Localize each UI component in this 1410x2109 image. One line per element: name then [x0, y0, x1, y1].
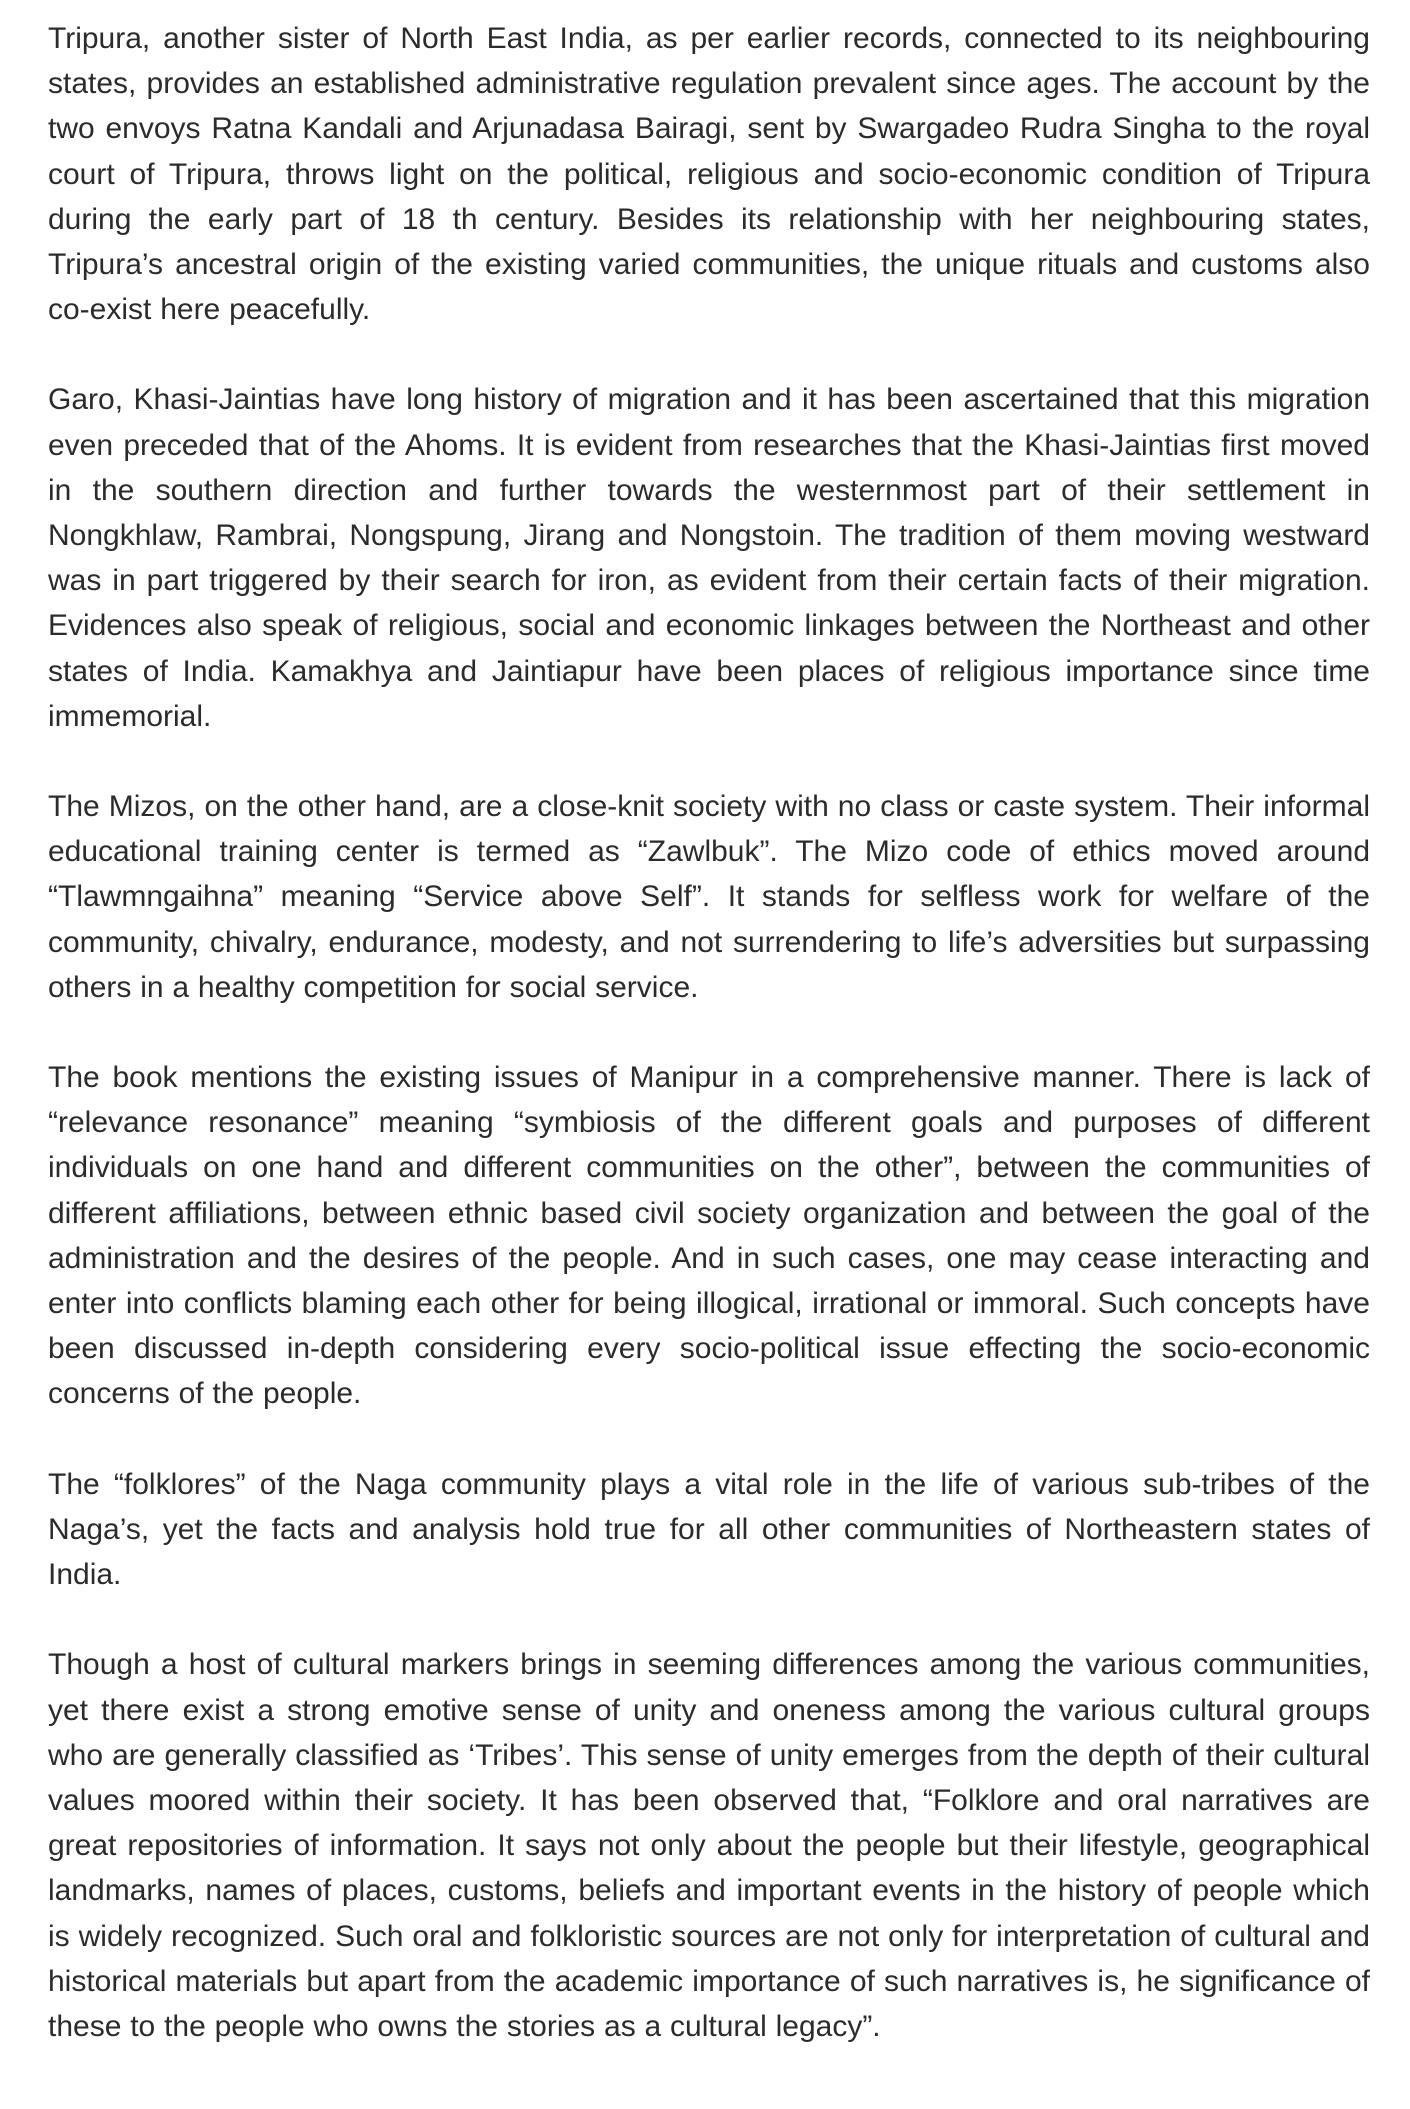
paragraph-manipur: The book mentions the existing issues of Manipur in a comprehensive manner. There is lack of “relevance resonance” meaning “symbiosis of the different goals and purposes of different individuals on one hand and different communities on the other”, between the communities of different affiliations, between ethnic based civil society organization and between the goal of the administration and the desires of the people. And in such cases, one may cease interacting and enter into conflicts blaming each other for being illogical, irrational or immoral. Such concepts have been discussed in-depth considering every socio-political issue effecting the socio-economic concerns of the people.: [48, 1061, 1370, 1411]
paragraph-naga-folklores: The “folklores” of the Naga community plays a vital role in the life of various sub-tribes of the Naga’s, yet the facts and analysis hold true for all other communities of Northeastern states of India.: [48, 1467, 1370, 1592]
paragraph-tripura: Tripura, another sister of North East India, as per earlier records, connected to its neighbouring states, provides an established administrative regulation prevalent since ages. The account by the two envoys Ratna Kandali and Arjunadasa Bairagi, sent by Swargadeo Rudra Singha to the royal court of Tripura, throws light on the political, religious and socio-economic condition of Tripura during the early part of 18 th century. Besides its relationship with her neighbouring states, Tripura’s ancestral origin of the existing varied communities, the unique rituals and customs also co-exist here peacefully.: [48, 22, 1370, 327]
paragraph-garo-khasi-jaintias: Garo, Khasi-Jaintias have long history of migration and it has been ascertained that this migration even preceded that of the Ahoms. It is evident from researches that the Khasi-Jaintias first moved in the southern direction and further towards the westernmost part of their settlement in Nongkhlaw, Rambrai, Nongspung, Jirang and Nongstoin. The tradition of them moving westward was in part triggered by their search for iron, as evident from their certain facts of their migration. Evidences also speak of religious, social and economic linkages between the Northeast and other states of India. Kamakhya and Jaintiapur have been places of religious importance since time immemorial.: [48, 383, 1370, 733]
paragraph-mizos: The Mizos, on the other hand, are a close-knit society with no class or caste system. Their informal educational training center is termed as “Zawlbuk”. The Mizo code of ethics moved around “Tlawmngaihna” meaning “Service above Self”. It stands for selfless work for welfare of the community, chivalry, endurance, modesty, and not surrendering to life’s adversities but surpassing others in a healthy competition for social service.: [48, 790, 1370, 1004]
document-body: [48, 16, 1370, 2094]
paragraph-cultural-unity: Though a host of cultural markers brings in seeming differences among the various communities, yet there exist a strong emotive sense of unity and oneness among the various cultural groups who are generally classified as ‘Tribes’. This sense of unity emerges from the depth of their cultural values moored within their society. It has been observed that, “Folklore and oral narratives are great repositories of information. It says not only about the people but their lifestyle, geographical landmarks, names of places, customs, beliefs and important events in the history of people which is widely recognized. Such oral and folkloristic sources are not only for interpretation of cultural and historical materials but apart from the academic importance of such narratives is, he significance of these to the people who owns the stories as a cultural legacy”.: [48, 1648, 1370, 2043]
